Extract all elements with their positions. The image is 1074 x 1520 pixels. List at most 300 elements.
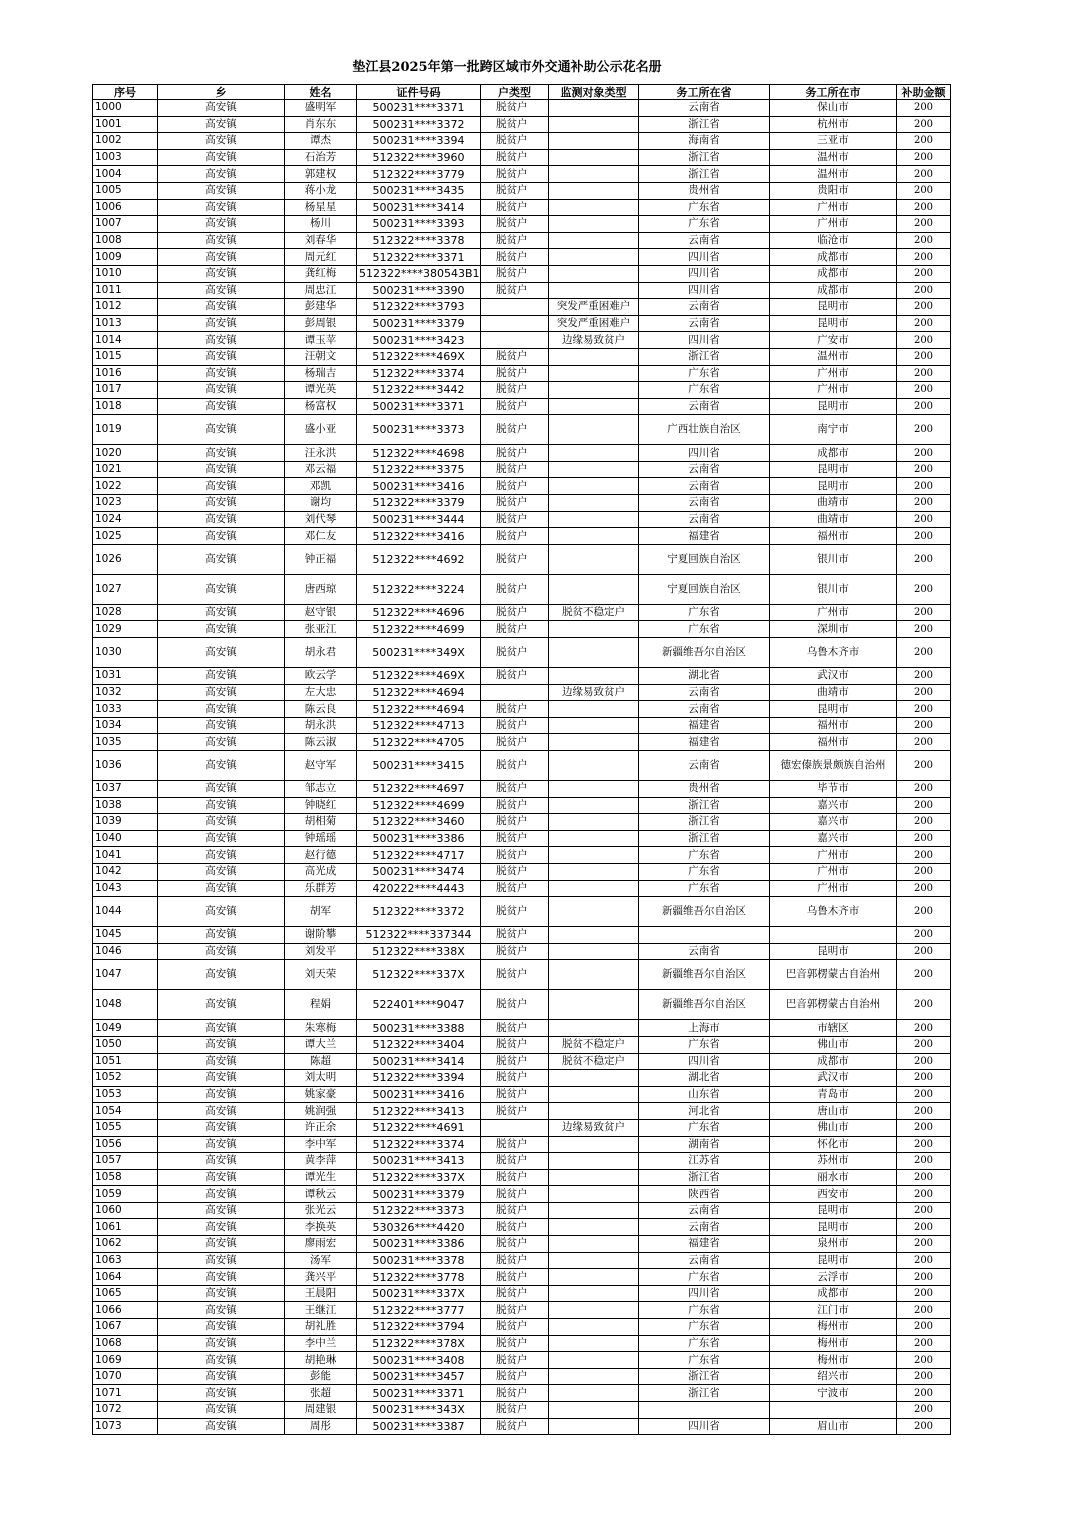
subsidy-amount-cell: 200: [897, 1103, 951, 1120]
work-city-cell: 巴音郭楞蒙古自治州: [770, 960, 897, 990]
work-province-cell: 海南省: [639, 133, 770, 150]
subsidy-amount-cell: 200: [897, 299, 951, 316]
id-number-cell: 512322****3778: [357, 1269, 481, 1286]
subsidy-amount-cell: 200: [897, 797, 951, 814]
seq-cell: 1015: [93, 348, 158, 365]
monitor-type-cell: [549, 1186, 639, 1203]
township-cell: 高安镇: [158, 1202, 285, 1219]
work-province-cell: 贵州省: [639, 182, 770, 199]
subsidy-amount-cell: 200: [897, 495, 951, 512]
work-city-cell: 昆明市: [770, 461, 897, 478]
name-cell: 谢阶攀: [285, 927, 357, 944]
monitor-type-cell: [549, 116, 639, 133]
name-cell: 赵行德: [285, 847, 357, 864]
table-row: [93, 1252, 951, 1269]
column-header-work-province: 务工所在省: [639, 85, 770, 100]
seq-cell: 1024: [93, 511, 158, 528]
monitor-type-cell: 脱贫不稳定户: [549, 1036, 639, 1053]
household-type-cell: 脱贫户: [481, 1352, 549, 1369]
township-cell: 高安镇: [158, 863, 285, 880]
township-cell: 高安镇: [158, 717, 285, 734]
subsidy-amount-cell: 200: [897, 1402, 951, 1419]
household-type-cell: 脱贫户: [481, 249, 549, 266]
township-cell: 高安镇: [158, 1418, 285, 1435]
subsidy-amount-cell: 200: [897, 604, 951, 621]
table-row: [93, 478, 951, 495]
work-province-cell: 广东省: [639, 1319, 770, 1336]
household-type-cell: 脱贫户: [481, 751, 549, 781]
seq-cell: 1060: [93, 1202, 158, 1219]
seq-cell: 1035: [93, 734, 158, 751]
subsidy-amount-cell: 200: [897, 232, 951, 249]
monitor-type-cell: [549, 1252, 639, 1269]
township-cell: 高安镇: [158, 299, 285, 316]
seq-cell: 1063: [93, 1252, 158, 1269]
seq-cell: 1057: [93, 1153, 158, 1170]
work-province-cell: 云南省: [639, 751, 770, 781]
household-type-cell: 脱贫户: [481, 1385, 549, 1402]
work-city-cell: 成都市: [770, 445, 897, 462]
work-city-cell: 成都市: [770, 282, 897, 299]
township-cell: 高安镇: [158, 265, 285, 282]
township-cell: 高安镇: [158, 1119, 285, 1136]
table-row: [93, 1103, 951, 1120]
monitor-type-cell: [549, 166, 639, 183]
work-province-cell: 贵州省: [639, 781, 770, 798]
id-number-cell: 500231****337X: [357, 1285, 481, 1302]
table-row: [93, 1086, 951, 1103]
monitor-type-cell: [549, 1319, 639, 1336]
name-cell: 唐西琼: [285, 574, 357, 604]
name-cell: 胡艳琳: [285, 1352, 357, 1369]
township-cell: 高安镇: [158, 415, 285, 445]
seq-cell: 1002: [93, 133, 158, 150]
monitor-type-cell: [549, 133, 639, 150]
work-city-cell: 成都市: [770, 1285, 897, 1302]
subsidy-amount-cell: 200: [897, 100, 951, 117]
work-province-cell: 河北省: [639, 1103, 770, 1120]
seq-cell: 1043: [93, 880, 158, 897]
household-type-cell: 脱贫户: [481, 1236, 549, 1253]
household-type-cell: 脱贫户: [481, 830, 549, 847]
subsidy-amount-cell: 200: [897, 1418, 951, 1435]
township-cell: 高安镇: [158, 960, 285, 990]
seq-cell: 1067: [93, 1319, 158, 1336]
work-city-cell: 成都市: [770, 1053, 897, 1070]
work-province-cell: [639, 1402, 770, 1419]
household-type-cell: 脱贫户: [481, 1219, 549, 1236]
subsidy-amount-cell: 200: [897, 1252, 951, 1269]
monitor-type-cell: [549, 1169, 639, 1186]
subsidy-amount-cell: 200: [897, 415, 951, 445]
seq-cell: 1018: [93, 398, 158, 415]
township-cell: 高安镇: [158, 781, 285, 798]
name-cell: 彭建华: [285, 299, 357, 316]
monitor-type-cell: [549, 1285, 639, 1302]
work-province-cell: 浙江省: [639, 1385, 770, 1402]
subsidy-amount-cell: 200: [897, 382, 951, 399]
name-cell: 石治芳: [285, 149, 357, 166]
subsidy-amount-cell: 200: [897, 638, 951, 668]
township-cell: 高安镇: [158, 751, 285, 781]
township-cell: 高安镇: [158, 382, 285, 399]
township-cell: 高安镇: [158, 1302, 285, 1319]
table-row: [93, 1418, 951, 1435]
table-row: [93, 100, 951, 117]
table-row: [93, 461, 951, 478]
name-cell: 龚红梅: [285, 265, 357, 282]
name-cell: 赵守军: [285, 751, 357, 781]
name-cell: 张光云: [285, 1202, 357, 1219]
name-cell: 杨瑞吉: [285, 365, 357, 382]
table-row: [93, 1352, 951, 1369]
id-number-cell: 512322****3224: [357, 574, 481, 604]
work-province-cell: 四川省: [639, 1285, 770, 1302]
name-cell: 张亚江: [285, 621, 357, 638]
work-city-cell: 德宏傣族景颇族自治州: [770, 751, 897, 781]
household-type-cell: 脱贫户: [481, 495, 549, 512]
work-city-cell: 市辖区: [770, 1020, 897, 1037]
work-province-cell: 宁夏回族自治区: [639, 544, 770, 574]
household-type-cell: 脱贫户: [481, 1036, 549, 1053]
monitor-type-cell: [549, 1202, 639, 1219]
monitor-type-cell: [549, 814, 639, 831]
name-cell: 廖雨宏: [285, 1236, 357, 1253]
monitor-type-cell: [549, 1219, 639, 1236]
column-header-subsidy-amount: 补助金额: [897, 85, 951, 100]
township-cell: 高安镇: [158, 478, 285, 495]
seq-cell: 1040: [93, 830, 158, 847]
id-number-cell: 512322****3460: [357, 814, 481, 831]
table-row: [93, 182, 951, 199]
subsidy-amount-cell: 200: [897, 830, 951, 847]
subsidy-amount-cell: 200: [897, 814, 951, 831]
work-city-cell: [770, 1402, 897, 1419]
monitor-type-cell: [549, 1153, 639, 1170]
work-city-cell: 曲靖市: [770, 511, 897, 528]
name-cell: 李换英: [285, 1219, 357, 1236]
work-province-cell: 浙江省: [639, 1368, 770, 1385]
township-cell: 高安镇: [158, 1368, 285, 1385]
name-cell: 汤军: [285, 1252, 357, 1269]
subsidy-amount-cell: 200: [897, 315, 951, 332]
table-row: [93, 638, 951, 668]
monitor-type-cell: [549, 199, 639, 216]
subsidy-amount-cell: 200: [897, 1119, 951, 1136]
table-row: [93, 265, 951, 282]
table-row: [93, 1385, 951, 1402]
subsidy-amount-cell: 200: [897, 348, 951, 365]
work-city-cell: 昆明市: [770, 701, 897, 718]
table-row: [93, 990, 951, 1020]
work-province-cell: 山东省: [639, 1086, 770, 1103]
name-cell: 周建银: [285, 1402, 357, 1419]
work-province-cell: 新疆维吾尔自治区: [639, 897, 770, 927]
name-cell: 谭秋云: [285, 1186, 357, 1203]
township-cell: 高安镇: [158, 511, 285, 528]
township-cell: 高安镇: [158, 149, 285, 166]
id-number-cell: 500231****3386: [357, 830, 481, 847]
township-cell: 高安镇: [158, 927, 285, 944]
table-row: [93, 495, 951, 512]
name-cell: 王晨阳: [285, 1285, 357, 1302]
seq-cell: 1071: [93, 1385, 158, 1402]
monitor-type-cell: [549, 638, 639, 668]
id-number-cell: 512322****3378: [357, 232, 481, 249]
page-title: 垫江县2025年第一批跨区域市外交通补助公示花名册: [352, 60, 662, 75]
work-city-cell: 银川市: [770, 544, 897, 574]
table-row: [93, 1269, 951, 1286]
work-province-cell: 浙江省: [639, 797, 770, 814]
name-cell: 邓仁友: [285, 528, 357, 545]
work-city-cell: 西安市: [770, 1186, 897, 1203]
table-row: [93, 1070, 951, 1087]
work-province-cell: 广东省: [639, 1352, 770, 1369]
work-province-cell: 浙江省: [639, 814, 770, 831]
work-city-cell: 曲靖市: [770, 495, 897, 512]
work-province-cell: 云南省: [639, 100, 770, 117]
household-type-cell: 脱贫户: [481, 668, 549, 685]
table-row: [93, 1153, 951, 1170]
subsidy-amount-cell: 200: [897, 216, 951, 233]
subsidy-amount-cell: 200: [897, 1036, 951, 1053]
township-cell: 高安镇: [158, 216, 285, 233]
township-cell: 高安镇: [158, 1186, 285, 1203]
work-province-cell: 广东省: [639, 1302, 770, 1319]
id-number-cell: 500231****3415: [357, 751, 481, 781]
work-province-cell: 广东省: [639, 216, 770, 233]
name-cell: 姚家豪: [285, 1086, 357, 1103]
work-city-cell: 梅州市: [770, 1352, 897, 1369]
household-type-cell: 脱贫户: [481, 1070, 549, 1087]
subsidy-amount-cell: 200: [897, 684, 951, 701]
monitor-type-cell: [549, 1103, 639, 1120]
household-type-cell: 脱贫户: [481, 880, 549, 897]
seq-cell: 1021: [93, 461, 158, 478]
household-type-cell: [481, 315, 549, 332]
table-row: [93, 1236, 951, 1253]
column-header-name: 姓名: [285, 85, 357, 100]
name-cell: 高光成: [285, 863, 357, 880]
name-cell: 郭建权: [285, 166, 357, 183]
id-number-cell: 500231****3394: [357, 133, 481, 150]
work-city-cell: 巴音郭楞蒙古自治州: [770, 990, 897, 1020]
township-cell: 高安镇: [158, 332, 285, 349]
work-city-cell: 广州市: [770, 365, 897, 382]
name-cell: 刘发平: [285, 943, 357, 960]
subsidy-amount-cell: 200: [897, 1385, 951, 1402]
monitor-type-cell: [549, 398, 639, 415]
id-number-cell: 500231****3474: [357, 863, 481, 880]
work-province-cell: 四川省: [639, 332, 770, 349]
id-number-cell: 500231****3444: [357, 511, 481, 528]
subsidy-amount-cell: 200: [897, 847, 951, 864]
monitor-type-cell: [549, 1402, 639, 1419]
name-cell: 陈云淑: [285, 734, 357, 751]
monitor-type-cell: [549, 1070, 639, 1087]
subsidy-amount-cell: 200: [897, 265, 951, 282]
table-row: [93, 880, 951, 897]
monitor-type-cell: [549, 1269, 639, 1286]
township-cell: 高安镇: [158, 1086, 285, 1103]
household-type-cell: 脱贫户: [481, 863, 549, 880]
seq-cell: 1048: [93, 990, 158, 1020]
id-number-cell: 512322****337344: [357, 927, 481, 944]
seq-cell: 1008: [93, 232, 158, 249]
seq-cell: 1073: [93, 1418, 158, 1435]
township-cell: 高安镇: [158, 365, 285, 382]
name-cell: 程娟: [285, 990, 357, 1020]
name-cell: 汪永洪: [285, 445, 357, 462]
household-type-cell: 脱贫户: [481, 445, 549, 462]
subsidy-amount-cell: 200: [897, 398, 951, 415]
monitor-type-cell: [549, 1020, 639, 1037]
work-city-cell: 武汉市: [770, 1070, 897, 1087]
id-number-cell: 500231****3457: [357, 1368, 481, 1385]
work-province-cell: 浙江省: [639, 166, 770, 183]
work-province-cell: 云南省: [639, 232, 770, 249]
work-city-cell: 乌鲁木齐市: [770, 638, 897, 668]
subsidy-amount-cell: 200: [897, 1136, 951, 1153]
work-city-cell: 广州市: [770, 863, 897, 880]
seq-cell: 1012: [93, 299, 158, 316]
work-city-cell: 嘉兴市: [770, 797, 897, 814]
seq-cell: 1061: [93, 1219, 158, 1236]
table-row: [93, 1036, 951, 1053]
table-row: [93, 249, 951, 266]
id-number-cell: 512322****378X: [357, 1335, 481, 1352]
work-province-cell: 云南省: [639, 1219, 770, 1236]
seq-cell: 1062: [93, 1236, 158, 1253]
work-city-cell: 昆明市: [770, 478, 897, 495]
name-cell: 欧云学: [285, 668, 357, 685]
seq-cell: 1042: [93, 863, 158, 880]
township-cell: 高安镇: [158, 199, 285, 216]
subsidy-amount-cell: 200: [897, 478, 951, 495]
monitor-type-cell: [549, 1302, 639, 1319]
subsidy-amount-cell: 200: [897, 990, 951, 1020]
seq-cell: 1065: [93, 1285, 158, 1302]
id-number-cell: 512322****3779: [357, 166, 481, 183]
household-type-cell: 脱贫户: [481, 265, 549, 282]
name-cell: 胡礼胜: [285, 1319, 357, 1336]
subsidy-amount-cell: 200: [897, 717, 951, 734]
name-cell: 谭玉苹: [285, 332, 357, 349]
work-province-cell: 广东省: [639, 604, 770, 621]
township-cell: 高安镇: [158, 1319, 285, 1336]
seq-cell: 1032: [93, 684, 158, 701]
name-cell: 朱寒梅: [285, 1020, 357, 1037]
household-type-cell: 脱贫户: [481, 897, 549, 927]
work-province-cell: 广东省: [639, 382, 770, 399]
name-cell: 黄李萍: [285, 1153, 357, 1170]
subsidy-amount-cell: 200: [897, 149, 951, 166]
name-cell: 邓凯: [285, 478, 357, 495]
id-number-cell: 512322****3371: [357, 249, 481, 266]
work-province-cell: 云南省: [639, 461, 770, 478]
table-row: [93, 1136, 951, 1153]
seq-cell: 1029: [93, 621, 158, 638]
id-number-cell: 500231****3373: [357, 415, 481, 445]
work-province-cell: 云南省: [639, 701, 770, 718]
subsidy-amount-cell: 200: [897, 943, 951, 960]
name-cell: 刘春华: [285, 232, 357, 249]
seq-cell: 1044: [93, 897, 158, 927]
seq-cell: 1034: [93, 717, 158, 734]
column-header-monitor-type: 监测对象类型: [549, 85, 639, 100]
household-type-cell: 脱贫户: [481, 638, 549, 668]
subsidy-amount-cell: 200: [897, 781, 951, 798]
work-city-cell: 昆明市: [770, 1202, 897, 1219]
subsidy-amount-cell: 200: [897, 445, 951, 462]
work-province-cell: 广东省: [639, 1119, 770, 1136]
id-number-cell: 512322****4699: [357, 621, 481, 638]
work-province-cell: 广东省: [639, 863, 770, 880]
monitor-type-cell: [549, 265, 639, 282]
seq-cell: 1025: [93, 528, 158, 545]
work-province-cell: 福建省: [639, 528, 770, 545]
table-row: [93, 1402, 951, 1419]
household-type-cell: 脱贫户: [481, 717, 549, 734]
household-type-cell: 脱贫户: [481, 701, 549, 718]
table-row: [93, 116, 951, 133]
work-city-cell: 福州市: [770, 528, 897, 545]
township-cell: 高安镇: [158, 1269, 285, 1286]
household-type-cell: 脱贫户: [481, 1302, 549, 1319]
subsidy-amount-cell: 200: [897, 133, 951, 150]
work-province-cell: 云南省: [639, 315, 770, 332]
work-province-cell: 广东省: [639, 880, 770, 897]
id-number-cell: 512322****3379: [357, 495, 481, 512]
work-city-cell: 毕节市: [770, 781, 897, 798]
subsidy-amount-cell: 200: [897, 621, 951, 638]
id-number-cell: 500231****3416: [357, 1086, 481, 1103]
monitor-type-cell: [549, 495, 639, 512]
subsidy-amount-cell: 200: [897, 1285, 951, 1302]
monitor-type-cell: [549, 990, 639, 1020]
monitor-type-cell: [549, 511, 639, 528]
name-cell: 谭大兰: [285, 1036, 357, 1053]
name-cell: 周忠江: [285, 282, 357, 299]
work-province-cell: 广东省: [639, 621, 770, 638]
table-row: [93, 332, 951, 349]
name-cell: 彭能: [285, 1368, 357, 1385]
township-cell: 高安镇: [158, 445, 285, 462]
township-cell: 高安镇: [158, 528, 285, 545]
work-province-cell: 浙江省: [639, 116, 770, 133]
id-number-cell: 500231****3423: [357, 332, 481, 349]
household-type-cell: 脱贫户: [481, 461, 549, 478]
seq-cell: 1049: [93, 1020, 158, 1037]
work-province-cell: 湖北省: [639, 1070, 770, 1087]
subsidy-amount-cell: 200: [897, 332, 951, 349]
township-cell: 高安镇: [158, 100, 285, 117]
work-city-cell: 三亚市: [770, 133, 897, 150]
monitor-type-cell: [549, 528, 639, 545]
table-row: [93, 960, 951, 990]
monitor-type-cell: [549, 621, 639, 638]
table-row: [93, 1368, 951, 1385]
name-cell: 彭周银: [285, 315, 357, 332]
table-row: [93, 511, 951, 528]
township-cell: 高安镇: [158, 1385, 285, 1402]
monitor-type-cell: [549, 544, 639, 574]
name-cell: 盛明军: [285, 100, 357, 117]
work-province-cell: 云南省: [639, 511, 770, 528]
subsidy-amount-cell: 200: [897, 960, 951, 990]
township-cell: 高安镇: [158, 990, 285, 1020]
id-number-cell: 522401****9047: [357, 990, 481, 1020]
